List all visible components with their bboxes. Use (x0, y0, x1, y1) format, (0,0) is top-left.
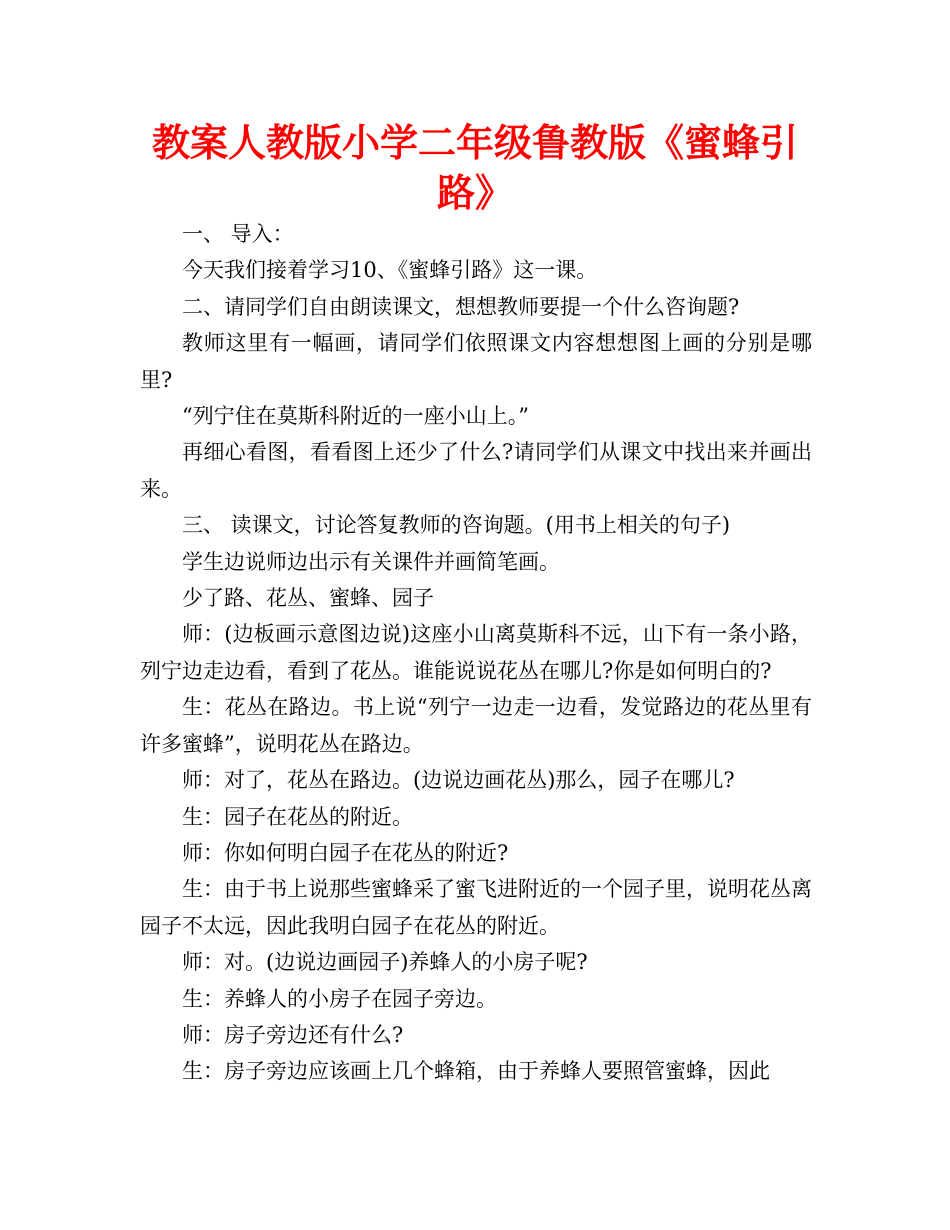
paragraph: 三、 读课文，讨论答复教师的咨询题。(用书上相关的句子) (182, 513, 731, 538)
paragraph: 师：对。(边说边画园子)养蜂人的小房子呢? (182, 950, 588, 975)
document-title: 教案人教版小学二年级鲁教版《蜜蜂引路》 (151, 121, 798, 215)
paragraph: “列宁住在莫斯科附近的一座小山上。” (182, 404, 529, 429)
paragraph: 师：(边板画示意图边说)这座小山离莫斯科不远，山下有一条小路，列宁边走边看，看到了花丛。谁能说说花丛在哪儿?你是如何明白的? (140, 622, 812, 683)
paragraph: 生：房子旁边应该画上几个蜂箱，由于养蜂人要照管蜜蜂，因此 (182, 1059, 770, 1084)
paragraph: 生：花丛在路边。书上说“列宁一边走一边看，发觉路边的花丛里有许多蜜蜂”，说明花丛在路边。 (140, 695, 812, 756)
paragraph: 再细心看图，看看图上还少了什么?请同学们从课文中找出来并画出来。 (140, 440, 812, 501)
paragraph: 生：园子在花丛的附近。 (182, 804, 413, 829)
paragraph: 一、 导入： (182, 222, 294, 246)
paragraph: 师：对了，花丛在路边。(边说边画花丛)那么，园子在哪儿? (182, 768, 735, 793)
paragraph: 教师这里有一幅画，请同学们依照课文内容想想图上画的分别是哪里? (140, 331, 812, 392)
paragraph: 生：由于书上说那些蜜蜂采了蜜飞进附近的一个园子里，说明花丛离园子不太远，因此我明白园子在花丛的附近。 (140, 877, 812, 938)
paragraph: 少了路、花丛、蜜蜂、园子 (182, 586, 434, 611)
paragraph: 生：养蜂人的小房子在园子旁边。 (182, 986, 497, 1011)
paragraph: 师：房子旁边还有什么? (182, 1022, 404, 1047)
paragraph: 学生边说师边出示有关课件并画简笔画。 (182, 549, 560, 574)
paragraph: 今天我们接着学习10、《蜜蜂引路》这一课。 (182, 258, 598, 283)
document-body (140, 216, 812, 1090)
paragraph: 二、请同学们自由朗读课文，想想教师要提一个什么咨询题? (182, 294, 740, 319)
paragraph: 师：你如何明白园子在花丛的附近? (182, 840, 509, 865)
